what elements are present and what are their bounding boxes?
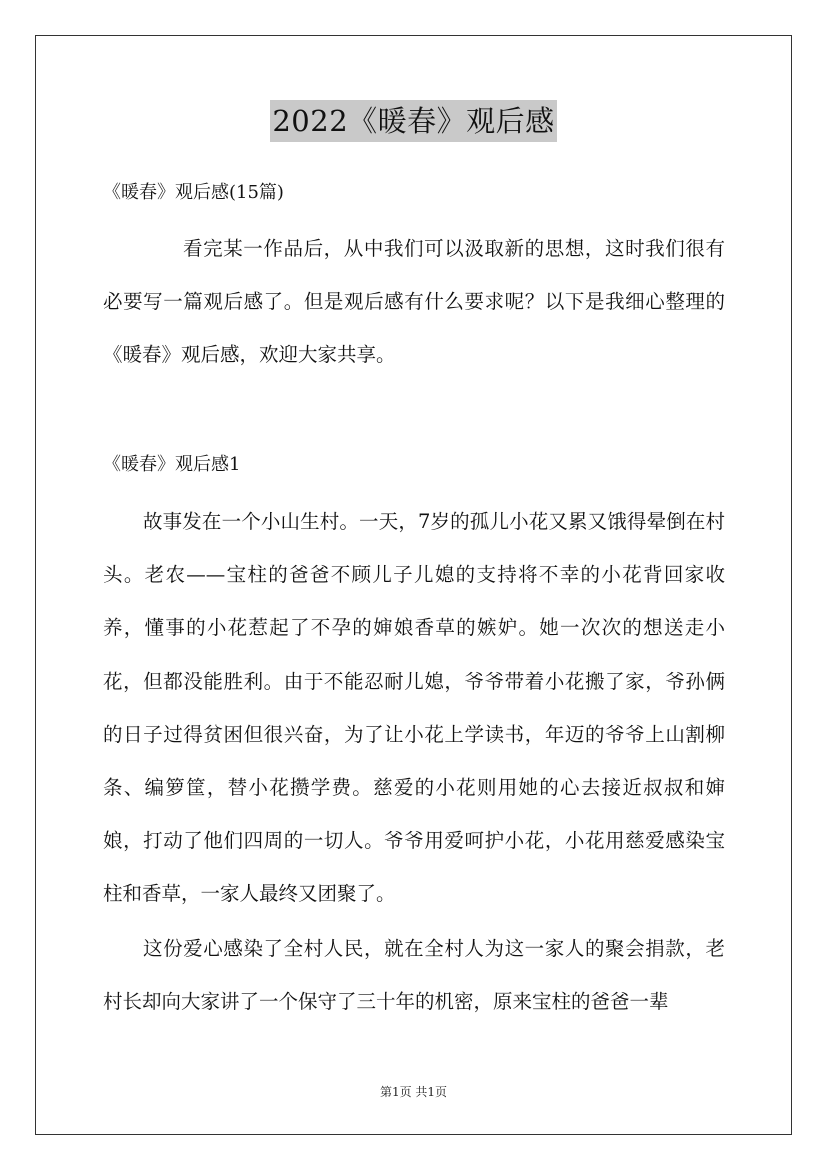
intro-paragraph: 看完某一作品后，从中我们可以汲取新的思想，这时我们很有必要写一篇观后感了。但是观后感有什么要求呢？以下是我细心整理的《暖春》观后感，欢迎大家共享。: [103, 237, 725, 367]
document-title: 2022《暖春》观后感: [270, 100, 556, 142]
title-container: [0, 100, 827, 142]
body-paragraph-2: 这份爱心感染了全村人民，就在全村人为这一家人的聚会捐款，老村长却向大家讲了一个保守了三十年的机密，原来宝柱的爸爸一辈: [103, 937, 725, 1014]
document-subtitle: 《暖春》观后感(15篇): [103, 182, 284, 203]
body-paragraph-1: 故事发在一个小山生村。一天，7岁的孤儿小花又累又饿得晕倒在村头。老农——宝柱的爸爸不顾儿子儿媳的支持将不幸的小花背回家收养，懂事的小花惹起了不孕的婶娘香草的嫉妒。她一次次的想送走小花，但都没能胜利。由于不能忍耐儿媳，爷爷带着小花搬了家，爷孙俩的日子过得贫困但很兴奋，为了让小花上学读书，年迈的爷爷上山割柳条、编箩筐，替小花攒学费。慈爱的小花则用她的心去接近叔叔和婶娘，打动了他们四周的一切人。爷爷用爱呵护小花，小花用慈爱感染宝柱和香草，一家人最终又团聚了。: [103, 510, 725, 906]
page-footer: 第1页 共1页: [379, 1085, 448, 1099]
section-heading: 《暖春》观后感1: [103, 454, 241, 475]
